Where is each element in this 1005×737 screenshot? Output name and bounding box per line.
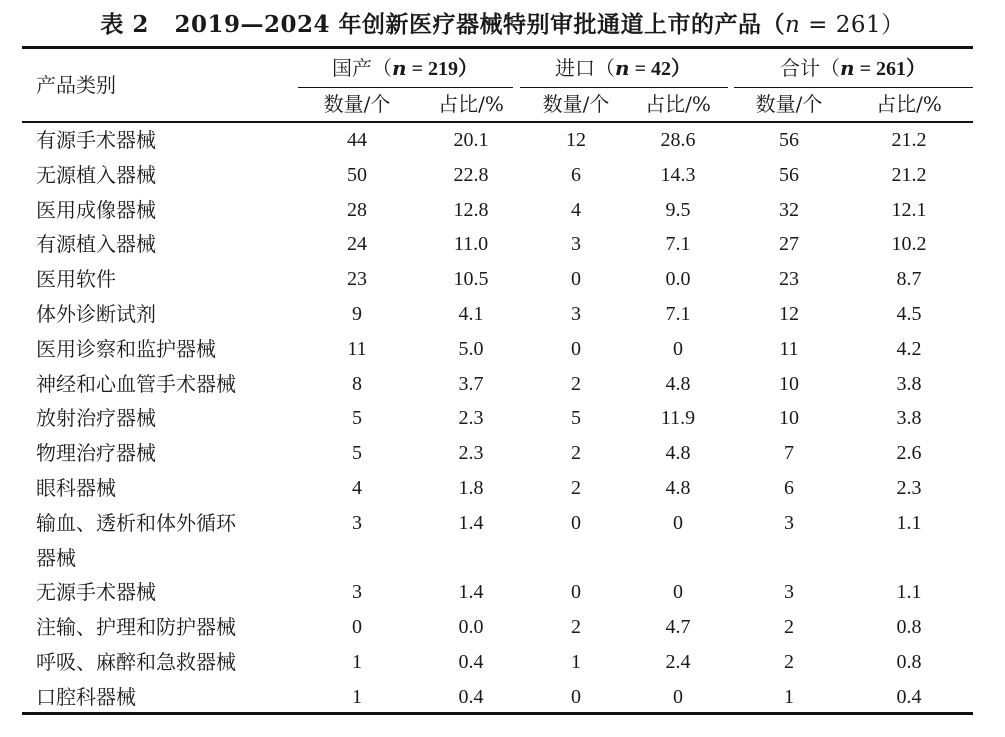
bottom-rule xyxy=(22,712,973,715)
caption-n-symbol: n xyxy=(784,12,801,38)
row-15-col-2: 0 xyxy=(571,685,581,708)
row-1-col-3: 14.3 xyxy=(660,163,696,186)
row-8-col-2: 5 xyxy=(571,407,581,430)
row-10-category: 眼科器械 xyxy=(36,476,116,500)
caption-n-value: = 261） xyxy=(800,12,905,38)
row-9-col-0: 5 xyxy=(352,442,362,465)
header-group-1 xyxy=(518,56,728,81)
row-11-col-4: 3 xyxy=(784,511,794,534)
row-12-col-1: 1.4 xyxy=(458,581,484,604)
row-9-col-4: 7 xyxy=(784,442,794,465)
row-11-category-line2: 器械 xyxy=(36,545,76,570)
row-1-col-4: 56 xyxy=(779,163,799,186)
row-15-col-3: 0 xyxy=(673,685,683,708)
group-rule-domestic xyxy=(298,87,513,88)
row-13-col-1: 0.0 xyxy=(458,616,484,639)
row-1-col-2: 6 xyxy=(571,163,581,186)
group-rule-import xyxy=(520,87,728,88)
header-sub-4: 数量/个 xyxy=(755,92,823,116)
row-10-col-2: 2 xyxy=(571,477,581,499)
row-0-col-5: 21.2 xyxy=(891,129,927,151)
row-2-col-5: 12.1 xyxy=(891,198,927,221)
row-5-col-3: 7.1 xyxy=(665,303,691,325)
row-2-col-1: 12.8 xyxy=(453,198,489,221)
row-13-col-0: 0 xyxy=(352,616,362,639)
header-group-n-value: = 219） xyxy=(406,58,478,80)
row-0-col-1: 20.1 xyxy=(453,129,489,151)
row-9-col-3: 4.8 xyxy=(665,442,691,465)
row-14-col-1: 0.4 xyxy=(458,651,484,673)
header-sub-5: 占比/% xyxy=(876,92,942,116)
group-rule-total xyxy=(734,87,973,88)
row-6-col-3: 0 xyxy=(673,337,683,360)
top-rule xyxy=(22,46,973,49)
row-15-col-1: 0.4 xyxy=(458,685,484,708)
row-2-col-3: 9.5 xyxy=(665,198,691,221)
row-4-col-1: 10.5 xyxy=(453,268,489,291)
row-5-col-5: 4.5 xyxy=(896,303,922,325)
row-15-category: 口腔科器械 xyxy=(36,684,136,709)
header-group-n-symbol: n xyxy=(615,56,630,80)
header-sub-1: 占比/% xyxy=(438,92,504,116)
row-4-col-4: 23 xyxy=(779,268,799,291)
row-1-col-5: 21.2 xyxy=(891,163,927,186)
header-sub-2: 数量/个 xyxy=(542,92,610,116)
header-group-2 xyxy=(733,56,973,81)
row-8-col-3: 11.9 xyxy=(660,407,696,430)
row-11-col-0: 3 xyxy=(352,511,362,534)
row-14-col-4: 2 xyxy=(784,651,794,673)
row-4-col-0: 23 xyxy=(347,268,367,291)
row-5-category: 体外诊断试剂 xyxy=(36,302,156,326)
row-3-col-5: 10.2 xyxy=(891,233,927,256)
row-13-col-4: 2 xyxy=(784,616,794,639)
row-7-col-1: 3.7 xyxy=(458,372,484,395)
row-12-col-4: 3 xyxy=(784,581,794,604)
row-4-col-5: 8.7 xyxy=(896,268,922,291)
row-6-category: 医用诊察和监护器械 xyxy=(36,336,216,361)
row-10-col-3: 4.8 xyxy=(665,477,691,499)
row-11-col-3: 0 xyxy=(673,511,683,534)
row-7-col-2: 2 xyxy=(571,372,581,395)
row-7-category: 神经和心血管手术器械 xyxy=(36,371,236,396)
header-sub-0: 数量/个 xyxy=(323,92,391,116)
row-14-col-3: 2.4 xyxy=(665,651,691,673)
caption-title: 2019—2024 年创新医疗器械特别审批通道上市的产品（ xyxy=(174,11,785,38)
row-9-col-5: 2.6 xyxy=(896,442,922,465)
header-group-n-symbol: n xyxy=(840,56,855,80)
row-14-col-0: 1 xyxy=(352,651,362,673)
table-caption xyxy=(0,6,1005,39)
header-category: 产品类别 xyxy=(36,73,116,97)
row-7-col-5: 3.8 xyxy=(896,372,922,395)
row-6-col-2: 0 xyxy=(571,337,581,360)
header-group-label: 合计（ xyxy=(780,56,841,80)
row-10-col-1: 1.8 xyxy=(458,477,484,499)
row-3-col-3: 7.1 xyxy=(665,233,691,256)
row-1-col-0: 50 xyxy=(347,163,367,186)
row-9-col-1: 2.3 xyxy=(458,442,484,465)
header-group-n-value: = 42） xyxy=(629,58,691,80)
row-12-category: 无源手术器械 xyxy=(36,580,156,605)
row-14-category: 呼吸、麻醉和急救器械 xyxy=(36,650,236,674)
row-9-col-2: 2 xyxy=(571,442,581,465)
row-12-col-3: 0 xyxy=(673,581,683,604)
row-7-col-4: 10 xyxy=(779,372,799,395)
row-14-col-2: 1 xyxy=(571,651,581,673)
row-3-col-0: 24 xyxy=(347,233,367,256)
row-11-col-2: 0 xyxy=(571,511,581,534)
row-10-col-5: 2.3 xyxy=(896,477,922,499)
header-group-n-value: = 261） xyxy=(854,58,926,80)
row-12-col-5: 1.1 xyxy=(896,581,922,604)
row-15-col-4: 1 xyxy=(784,685,794,708)
row-6-col-0: 11 xyxy=(347,337,367,360)
row-10-col-0: 4 xyxy=(352,477,362,499)
row-6-col-1: 5.0 xyxy=(458,337,484,360)
row-11-col-5: 1.1 xyxy=(896,511,922,534)
row-8-col-5: 3.8 xyxy=(896,407,922,430)
row-3-col-1: 11.0 xyxy=(453,233,489,256)
row-0-col-3: 28.6 xyxy=(660,129,696,151)
row-0-col-2: 12 xyxy=(566,129,586,151)
row-2-col-4: 32 xyxy=(779,198,799,221)
header-sub-3: 占比/% xyxy=(645,92,711,116)
row-6-col-4: 11 xyxy=(779,337,799,360)
row-3-category: 有源植入器械 xyxy=(36,232,156,257)
row-2-col-0: 28 xyxy=(347,198,367,221)
row-13-col-5: 0.8 xyxy=(896,616,922,639)
row-7-col-0: 8 xyxy=(352,372,362,395)
row-9-category: 物理治疗器械 xyxy=(36,441,156,466)
row-5-col-4: 12 xyxy=(779,303,799,325)
row-12-col-2: 0 xyxy=(571,581,581,604)
header-group-n-symbol: n xyxy=(392,56,407,80)
row-2-category: 医用成像器械 xyxy=(36,197,156,222)
caption-prefix: 表 2 xyxy=(100,11,149,38)
row-12-col-0: 3 xyxy=(352,581,362,604)
row-13-col-2: 2 xyxy=(571,616,581,639)
row-8-col-4: 10 xyxy=(779,407,799,430)
row-1-category: 无源植入器械 xyxy=(36,162,156,187)
row-3-col-4: 27 xyxy=(779,233,799,256)
row-1-col-1: 22.8 xyxy=(453,163,489,186)
row-5-col-0: 9 xyxy=(352,303,362,325)
row-13-category: 注输、护理和防护器械 xyxy=(36,615,236,640)
row-14-col-5: 0.8 xyxy=(896,651,922,673)
row-0-col-0: 44 xyxy=(347,129,367,151)
row-4-col-2: 0 xyxy=(571,268,581,291)
row-0-category: 有源手术器械 xyxy=(36,128,156,152)
row-0-col-4: 56 xyxy=(779,129,799,151)
header-group-label: 国产（ xyxy=(332,56,393,80)
row-5-col-1: 4.1 xyxy=(458,303,484,325)
row-13-col-3: 4.7 xyxy=(665,616,691,639)
row-8-category: 放射治疗器械 xyxy=(36,406,156,431)
row-4-col-3: 0.0 xyxy=(665,268,691,291)
row-7-col-3: 4.8 xyxy=(665,372,691,395)
row-4-category: 医用软件 xyxy=(36,267,116,292)
row-8-col-0: 5 xyxy=(352,407,362,430)
header-group-0 xyxy=(298,56,513,81)
row-15-col-0: 1 xyxy=(352,685,362,708)
row-10-col-4: 6 xyxy=(784,477,794,499)
row-11-category: 输血、透析和体外循环 xyxy=(36,510,236,535)
row-5-col-2: 3 xyxy=(571,303,581,325)
header-group-label: 进口（ xyxy=(555,56,616,80)
row-6-col-5: 4.2 xyxy=(896,337,922,360)
row-2-col-2: 4 xyxy=(571,198,581,221)
header-bottom-rule xyxy=(22,121,973,123)
row-11-col-1: 1.4 xyxy=(458,511,484,534)
row-3-col-2: 3 xyxy=(571,233,581,256)
row-15-col-5: 0.4 xyxy=(896,685,922,708)
row-8-col-1: 2.3 xyxy=(458,407,484,430)
